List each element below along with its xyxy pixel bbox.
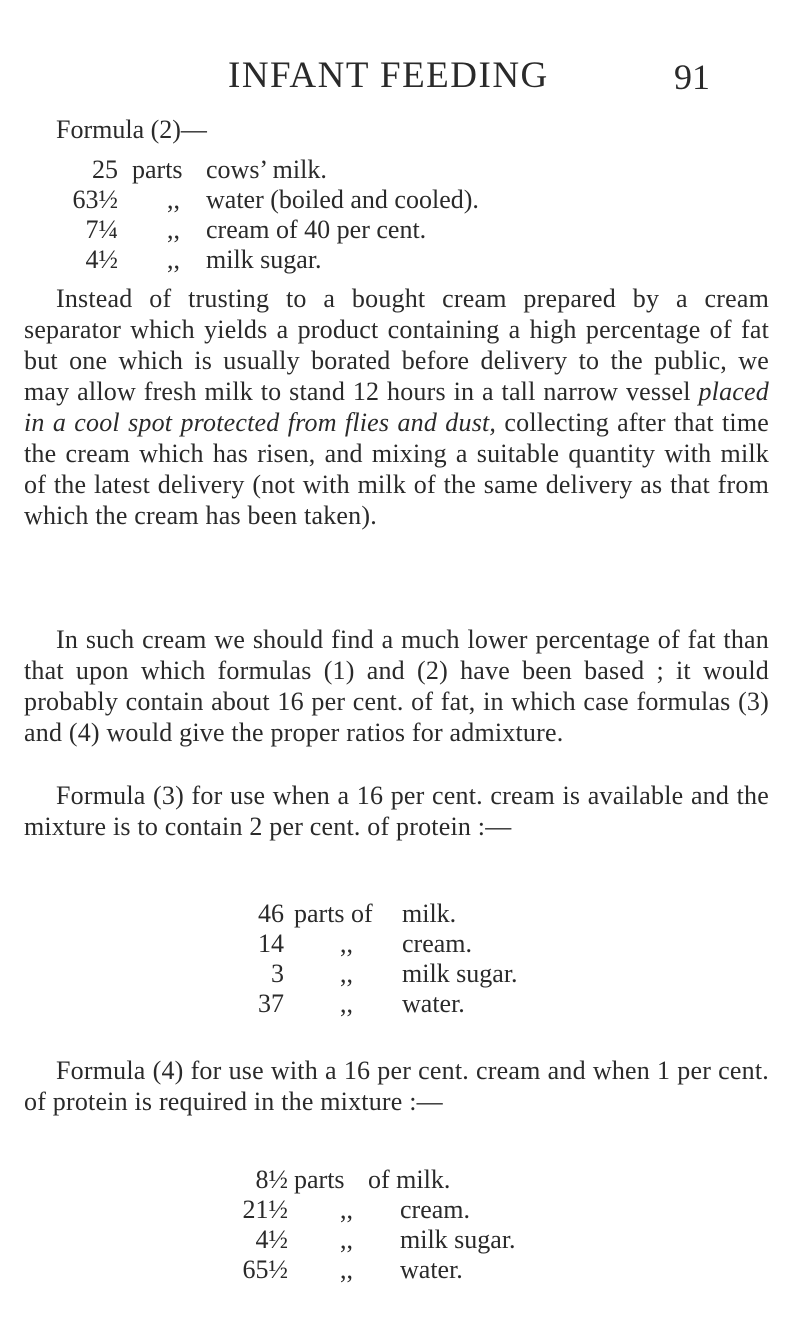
recipe-description: of milk. <box>368 1165 451 1194</box>
recipe-row <box>240 1255 640 1285</box>
recipe-amount: 4½ <box>85 245 118 274</box>
recipe-description: cream. <box>402 929 473 958</box>
recipe-amount: 46 <box>258 899 284 928</box>
recipe-row <box>56 155 676 185</box>
recipe-amount: 21½ <box>242 1195 288 1224</box>
recipe-amount: 14 <box>258 929 284 958</box>
paragraph-formula-4-intro <box>24 1055 769 1117</box>
formula-2-heading: Formula (2)— <box>56 115 207 144</box>
recipe-unit: ,, <box>167 185 180 214</box>
recipe-row <box>56 185 676 215</box>
recipe-amount: 8½ <box>255 1165 288 1194</box>
recipe-unit: parts <box>294 1165 345 1194</box>
recipe-unit: ,, <box>167 245 180 274</box>
recipe-amount: 65½ <box>242 1255 288 1284</box>
recipe-unit: ,, <box>340 959 353 988</box>
recipe-row <box>56 215 676 245</box>
recipe-amount: 7¼ <box>85 215 118 244</box>
recipe-description: water. <box>402 989 465 1018</box>
recipe-row <box>250 899 650 929</box>
paragraph-lower-fat <box>24 624 769 748</box>
recipe-description: water. <box>400 1255 463 1284</box>
recipe-unit: parts of <box>294 899 373 928</box>
formula-2-recipe <box>56 155 676 275</box>
recipe-row <box>250 929 650 959</box>
recipe-description: milk sugar. <box>402 959 518 988</box>
recipe-unit: ,, <box>340 1195 353 1224</box>
recipe-amount: 25 <box>92 155 118 184</box>
formula-4-recipe <box>240 1165 640 1285</box>
paragraph-text: In such cream we should find a much lower percentage of fat than that upon which formulas (1) and (2) have been based ; it would probably contain about 16 per cent. of fat, in which case formulas (3) and (4) would give the proper ratios for admixture. <box>24 625 769 747</box>
recipe-description: milk sugar. <box>400 1225 516 1254</box>
recipe-unit: ,, <box>340 1255 353 1284</box>
recipe-row <box>240 1195 640 1225</box>
recipe-description: milk. <box>402 899 457 928</box>
recipe-row <box>250 959 650 989</box>
page-number: 91 <box>674 57 710 97</box>
recipe-unit: ,, <box>340 929 353 958</box>
recipe-row <box>240 1165 640 1195</box>
recipe-unit: ,, <box>167 215 180 244</box>
page-header <box>0 50 800 100</box>
recipe-amount: 37 <box>258 989 284 1018</box>
paragraph-text: Formula (3) for use when a 16 per cent. cream is available and the mixture is to contain 2 per cent. of protein :— <box>24 781 769 841</box>
recipe-amount: 4½ <box>255 1225 288 1254</box>
recipe-row <box>250 989 650 1019</box>
recipe-unit: ,, <box>340 989 353 1018</box>
recipe-description: cream of 40 per cent. <box>206 215 427 244</box>
recipe-description: water (boiled and cooled). <box>206 185 479 214</box>
recipe-amount: 3 <box>271 959 284 988</box>
recipe-description: cream. <box>400 1195 471 1224</box>
paragraph-cream-method <box>24 283 769 531</box>
paragraph-text-start: Instead of trusting to a bought cream prepared by a cream separator which yields a product containing a high percentage of fat but one which is usually borated before delivery to the public, we may allow fresh milk to stand 12 hours in a tall narrow vessel <box>24 284 769 406</box>
recipe-description: cows’ milk. <box>206 155 327 184</box>
recipe-unit: ,, <box>340 1225 353 1254</box>
recipe-unit: parts <box>132 155 183 184</box>
recipe-amount: 63½ <box>72 185 118 214</box>
paragraph-text: Formula (4) for use with a 16 per cent. cream and when 1 per cent. of protein is required in the mixture :— <box>24 1056 769 1116</box>
running-title: INFANT FEEDING <box>228 55 549 96</box>
formula-3-recipe <box>250 899 650 1019</box>
recipe-row <box>240 1225 640 1255</box>
paragraph-formula-3-intro <box>24 780 769 842</box>
recipe-description: milk sugar. <box>206 245 322 274</box>
paragraph-italic-phrase: placed in a cool spot protected from flies and dust, <box>24 377 769 437</box>
paragraph-text <box>24 283 769 531</box>
paragraph-text-end: collecting after that time the cream which has risen, and mixing a suitable quantity with milk of the latest delivery (not with milk of the same delivery as that from which the cream has been taken). <box>24 408 770 530</box>
recipe-row <box>56 245 676 275</box>
